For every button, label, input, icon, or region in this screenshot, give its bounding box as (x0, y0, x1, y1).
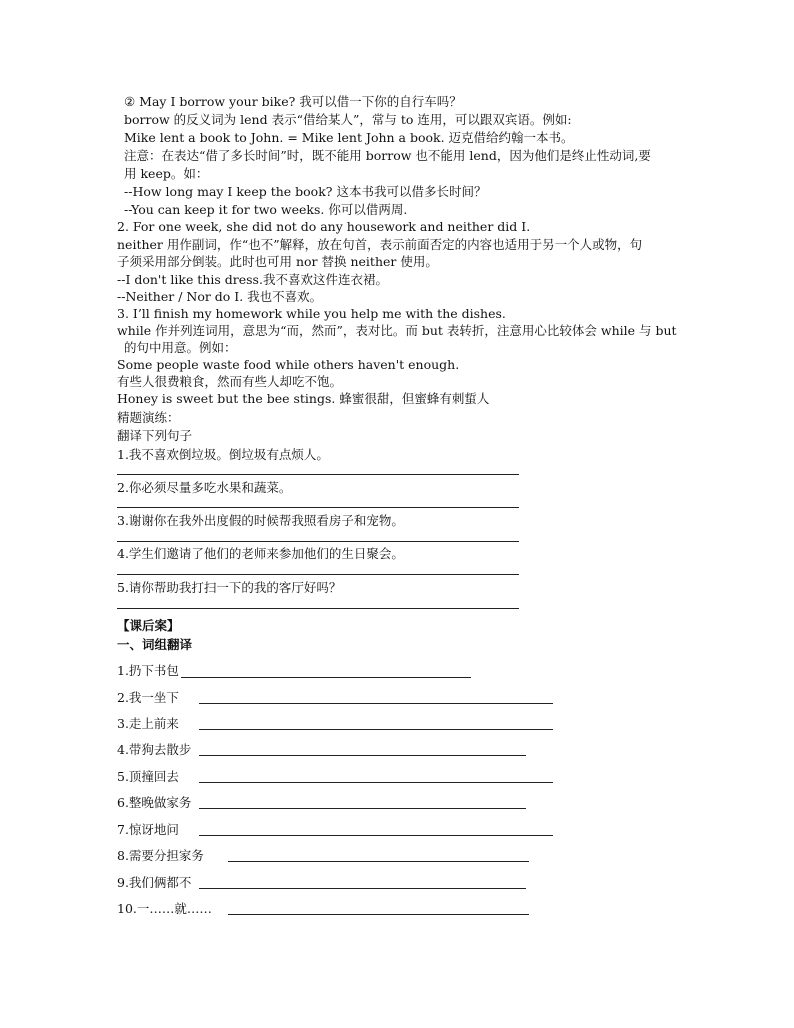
example-lend: Mike lent a book to John. = Mike lent John a book. 迈克借给约翰一本书。 (124, 130, 574, 145)
translate-item: 3.谢谢你在我外出度假的时候帮我照看房子和宠物。 (117, 513, 404, 528)
point-3-sentence: 3. I’ll finish my homework while you help me with the dishes. (117, 306, 506, 321)
translate-item: 5.请你帮助我打扫一下的我的客厅好吗？ (117, 580, 342, 595)
practice-heading: 精题演练： (117, 410, 180, 425)
note-keep: 注意：在表达“借了多长时间”时，既不能用 borrow 也不能用 lend，因为他们是终止性动词,要 (124, 148, 651, 163)
example-while-en: Some people waste food while others haven't enough. (117, 357, 460, 372)
dialog-line-2: --You can keep it for two weeks. 你可以借两周. (124, 202, 408, 217)
translate-item: 2.你必须尽量多吃水果和蔬菜。 (117, 480, 292, 495)
answer-line[interactable] (117, 541, 519, 542)
answer-line[interactable] (199, 755, 526, 756)
note-while: while 作并列连词用，意思为“而，然而”，表对比。而 but 表转折，注意用心比较体会 while 与 but (117, 323, 677, 338)
answer-line[interactable] (117, 474, 519, 475)
example-while-zh: 有些人很费粮食，然而有些人却吃不饱。 (117, 374, 343, 389)
answer-line[interactable] (199, 808, 526, 809)
phrase-item: 1.扔下书包 (117, 663, 179, 678)
answer-line[interactable] (199, 835, 553, 836)
phrase-item: 3.走上前来 (117, 716, 179, 731)
answer-line[interactable] (228, 914, 529, 915)
translate-item: 1.我不喜欢倒垃圾。倒垃圾有点烦人。 (117, 447, 329, 462)
example-sentence-borrow: ② May I borrow your bike? 我可以借一下你的自行车吗？ (124, 94, 462, 109)
answer-line[interactable] (117, 507, 519, 508)
note-keep-cont: 用 keep。如： (124, 166, 209, 181)
dialog-line-1: --How long may I keep the book? 这本书我可以借多长时间？ (124, 184, 487, 199)
note-neither: neither 用作副词，作“也不”解释，放在句首，表示前面否定的内容也适用于另一个人或物，句 (117, 237, 643, 252)
phrase-item: 2.我一坐下 (117, 690, 179, 705)
phrase-item: 7.惊讶地问 (117, 822, 179, 837)
phrase-item: 9.我们俩都不 (117, 875, 192, 890)
phrase-item: 10.一……就…… (117, 901, 212, 916)
answer-line[interactable] (228, 861, 529, 862)
point-2-sentence: 2. For one week, she did not do any housework and neither did I. (117, 219, 531, 234)
example-neither-1: --I don't like this dress.我不喜欢这件连衣裙。 (117, 272, 388, 287)
phrase-item: 6.整晚做家务 (117, 795, 192, 810)
translate-item: 4.学生们邀请了他们的老师来参加他们的生日聚会。 (117, 546, 404, 561)
phrase-item: 8.需要分担家务 (117, 848, 204, 863)
answer-line[interactable] (181, 677, 471, 678)
note-while-cont: 的句中用意。例如： (124, 340, 237, 355)
answer-line[interactable] (117, 608, 519, 609)
answer-line[interactable] (117, 574, 519, 575)
phrase-item: 5.顶撞回去 (117, 769, 179, 784)
phrase-translation-heading: 一、词组翻译 (117, 637, 193, 652)
example-neither-2: --Neither / Nor do I. 我也不喜欢。 (117, 289, 323, 304)
example-but: Honey is sweet but the bee stings. 蜂蜜很甜，但蜜蜂有刺蜇人 (117, 391, 490, 406)
note-borrow-lend: borrow 的反义词为 lend 表示“借给某人”，常与 to 连用，可以跟双宾语。例如: (124, 112, 572, 127)
answer-line[interactable] (199, 703, 553, 704)
note-neither-cont: 子须采用部分倒装。此时也可用 nor 替换 neither 使用。 (117, 254, 438, 269)
answer-line[interactable] (199, 729, 553, 730)
answer-line[interactable] (199, 888, 526, 889)
phrase-item: 4.带狗去散步 (117, 742, 192, 757)
after-class-heading: 【课后案】 (117, 618, 180, 633)
practice-instruction: 翻译下列句子 (117, 428, 193, 443)
answer-line[interactable] (199, 782, 553, 783)
